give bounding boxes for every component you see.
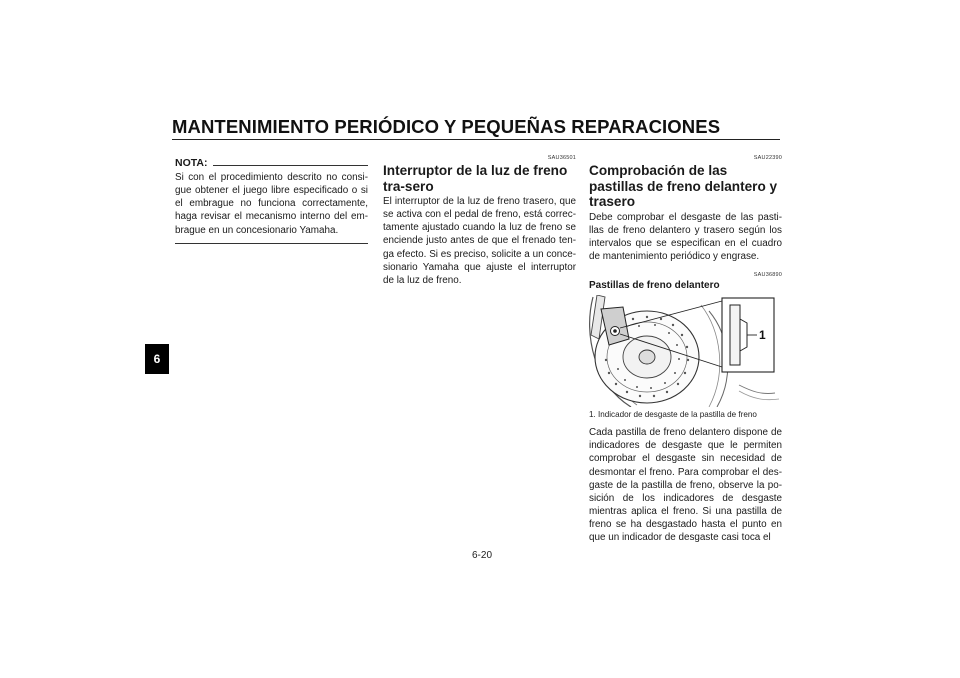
subsection-code: SAU36890	[753, 272, 782, 279]
column-brake-pads	[589, 155, 782, 545]
title-rule	[172, 139, 780, 140]
brake-pad-figure	[589, 295, 782, 407]
note-text: Si con el procedimiento descrito no consi-gue obtener el juego libre especificado o si el embrague no funciona correctamente, haga revisar el mecanismo interno del em-brague en un concesionario Yamaha.	[175, 172, 368, 236]
section-body-continued: Cada pastilla de freno delantero dispone de indicadores de desgaste que le permiten comprobar el desgaste sin necesidad de desmontar el freno. Para comprobar el des-gaste de la pastilla de freno, observe la po-sición de los indicadores de desgaste mientras aplica el freno. Si una pastilla de freno se ha desgastado hasta el punto en que un indicador de desgaste casi toca el	[589, 427, 782, 544]
note-rule	[213, 165, 368, 166]
note-end-rule	[175, 243, 368, 244]
chapter-tab: 6	[145, 344, 169, 374]
page-title: MANTENIMIENTO PERIÓDICO Y PEQUEÑAS REPARACIONES	[172, 116, 721, 137]
section-body: Debe comprobar el desgaste de las pasti-llas de freno delantero y trasero según los intervalos que se especifican en el cuadro de mantenimiento periódico y engrase.	[589, 211, 782, 262]
page-number: 6-20	[471, 550, 492, 561]
section-heading: Interruptor de la luz de freno tra-sero	[383, 163, 568, 194]
figure-callout-1: 1	[759, 328, 766, 343]
column-brake-light-switch	[383, 155, 576, 287]
column-note	[175, 155, 368, 244]
note-label: NOTA:	[175, 157, 208, 169]
brake-disc-illustration	[589, 295, 782, 407]
note-header	[175, 157, 368, 169]
section-code: SAU22390	[753, 155, 782, 161]
section-body: El interruptor de la luz de freno trasero, que se activa con el pedal de freno, está correc-tamente ajustado cuando la luz de freno se enciende justo antes de que el frenado ten-ga efecto. Si es preciso, solicite a un conce-sionario Yamaha que ajuste el interruptor de la luz de freno.	[383, 196, 576, 286]
figure-caption: 1. Indicador de desgaste de la pastilla de freno	[589, 410, 757, 420]
section-heading: Comprobación de las pastillas de freno delantero y trasero	[589, 163, 778, 209]
subsection-heading: Pastillas de freno delantero	[589, 280, 720, 292]
section-code: SAU36501	[547, 155, 576, 161]
